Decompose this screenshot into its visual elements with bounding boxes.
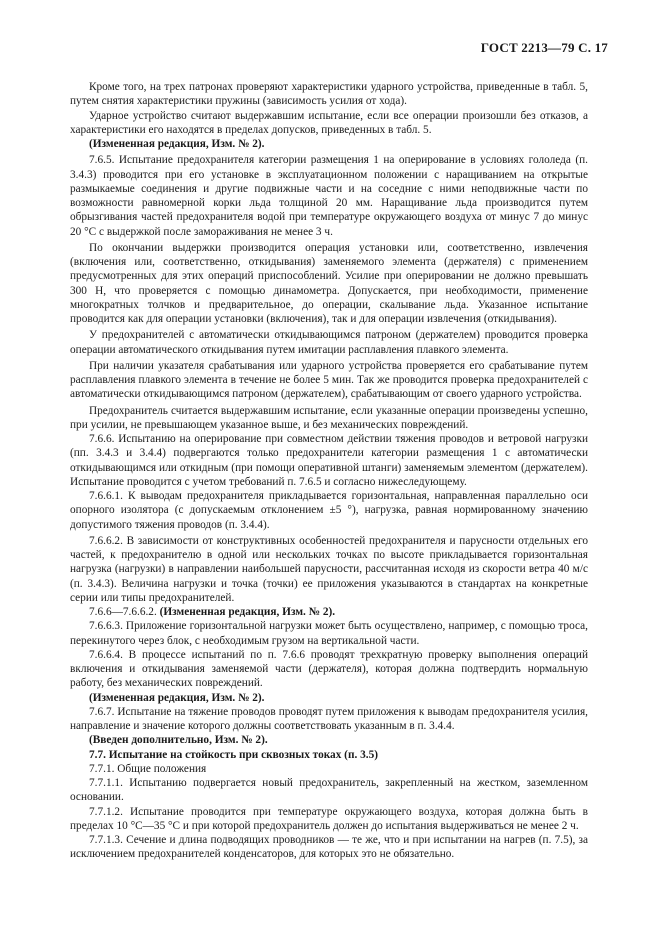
paragraph: 7.6.6.2. В зависимости от конструктивных особенностей предохранителя и парусности отдельных его частей, к предохранителю в одной или нескольких точках по высоте прикладывается горизонтальная нагрузка (нагрузки) в направлении наибольшей парусности, рассчитанная исходя из скорости ветра 40 м/с (п. 3.4.3). Величина нагрузки и точка (точки) ее приложения указываются в стандартах на конкретные серии или типы предохранителей. <box>70 534 588 604</box>
paragraph: 7.6.6. Испытанию на оперирование при совместном действии тяжения проводов и ветровой нагрузки (пп. 3.4.3 и 3.4.4) подвергаются только предохранители категории размещения 1 с автоматически откидывающимся или откидным (при помощи оперативной штанги) заменяемым элементом (держателем). Испытание проводится с учетом требований п. 7.6.5 и согласно нижеследующему. <box>70 433 588 488</box>
amendment-note: (Измененная редакция, Изм. № 2). <box>89 138 265 150</box>
paragraph: По окончании выдержки производится операция установки или, соответственно, извлечения (включения или, соответственно, откидывания) заменяемого элемента (держателя) с применением предусмотренных для этих операций приспособлений. Усилие при оперировании не должно превышать 300 Н, что проверяется с помощью динамометра. Допускается, при необходимости, применение многократных толчков и предварительное, до операции, скалывание льда. Указанное испытание проводится как для операции установки (включения), так и для операции извлечения (откидывания). <box>70 241 588 325</box>
paragraph: 7.7.1.1. Испытанию подвергается новый предохранитель, закрепленный на жестком, заземленном основании. <box>70 777 588 804</box>
paragraph: Ударное устройство считают выдержавшим испытание, если все операции произошли без отказов, а характеристики его находятся в пределах допусков, приведенных в табл. 5. <box>70 109 588 136</box>
paragraph: 7.7.1.2. Испытание проводится при температуре окружающего воздуха, которая должна быть в пределах 10 °С—35 °С и при которой предохранитель должен до испытания выдерживаться не менее 2 ч. <box>70 805 588 832</box>
paragraph: 7.6.6.3. Приложение горизонтальной нагрузки может быть осуществлено, например, с помощью троса, перекинутого через блок, с необходимым грузом на вертикальной части. <box>70 620 588 647</box>
paragraph: 7.7.1.3. Сечение и длина подводящих проводников — те же, что и при испытании на нагрев (п. 7.5), за исключением предохранителей конденсаторов, для которых это не обязательно. <box>70 834 588 861</box>
paragraph: 7.6.7. Испытание на тяжение проводов проводят путем приложения к выводам предохранителя усилия, направление и значение которого должны соответствовать указанным в п. 3.4.4. <box>70 705 588 732</box>
paragraph: Кроме того, на трех патронах проверяют характеристики ударного устройства, приведенные в табл. 5, путем снятия характеристики пружины (зависимость усилия от хода). <box>70 81 588 108</box>
section-heading: 7.7. Испытание на стойкость при сквозных токах (п. 3.5) <box>89 748 378 761</box>
document-body <box>70 80 588 862</box>
amendment-note-range: 7.6.6—7.6.6.2. (Измененная редакция, Изм. № 2). <box>89 606 336 618</box>
page-header: ГОСТ 2213—79 С. 17 <box>480 40 608 55</box>
subsection-heading: 7.7.1. Общие положения <box>89 762 207 775</box>
paragraph: Предохранитель считается выдержавшим испытание, если указанные операции произведены успешно, при усилии, не превышающем указанное выше, и без механических повреждений. <box>70 404 588 431</box>
paragraph: 7.6.6.4. В процессе испытаний по п. 7.6.6 проводят трехкратную проверку выполнения операций включения и откидывания заменяемой части (держателя), которая должна подтвердить нормальную работу, без механических повреждений. <box>70 648 588 690</box>
paragraph: У предохранителей с автоматически откидывающимся патроном (держателем) проводится проверка операции автоматического откидывания путем имитации расплавления плавкого элемента. <box>70 329 588 356</box>
paragraph: При наличии указателя срабатывания или ударного устройства проверяется его срабатывание путем расплавления плавкого элемента в течение не более 5 мин. Так же проводится проверка предохранителей с автоматически откидывающимся патроном (держателем), срабатывающим от своего ударного устройства. <box>70 359 588 401</box>
paragraph: 7.6.5. Испытание предохранителя категории размещения 1 на оперирование в условиях гололеда (п. 3.4.3) проводится при его установке в эксплуатационном положении с наращиванием на открытые размыкаемые соединения и другие подвижные части и на соседние с ними неподвижные части по возможности равномерной корки льда толщиной 20 мм. Наращивание льда производится путем обрызгивания частей предохранителя водой при температуре окружающего воздуха от минус 7 до минус 20 °С с выдержкой после замораживания не менее 3 ч. <box>70 154 588 238</box>
paragraph: 7.6.6.1. К выводам предохранителя прикладывается горизонтальная, направленная параллельно оси опорного изолятора (с допускаемым отклонением ±5 °), нагрузка, равная нормированному значению допустимого тяжения проводов (п. 3.4.4). <box>70 490 588 531</box>
amendment-note: (Измененная редакция, Изм. № 2). <box>89 691 265 704</box>
addition-note: (Введен дополнительно, Изм. № 2). <box>89 734 268 747</box>
